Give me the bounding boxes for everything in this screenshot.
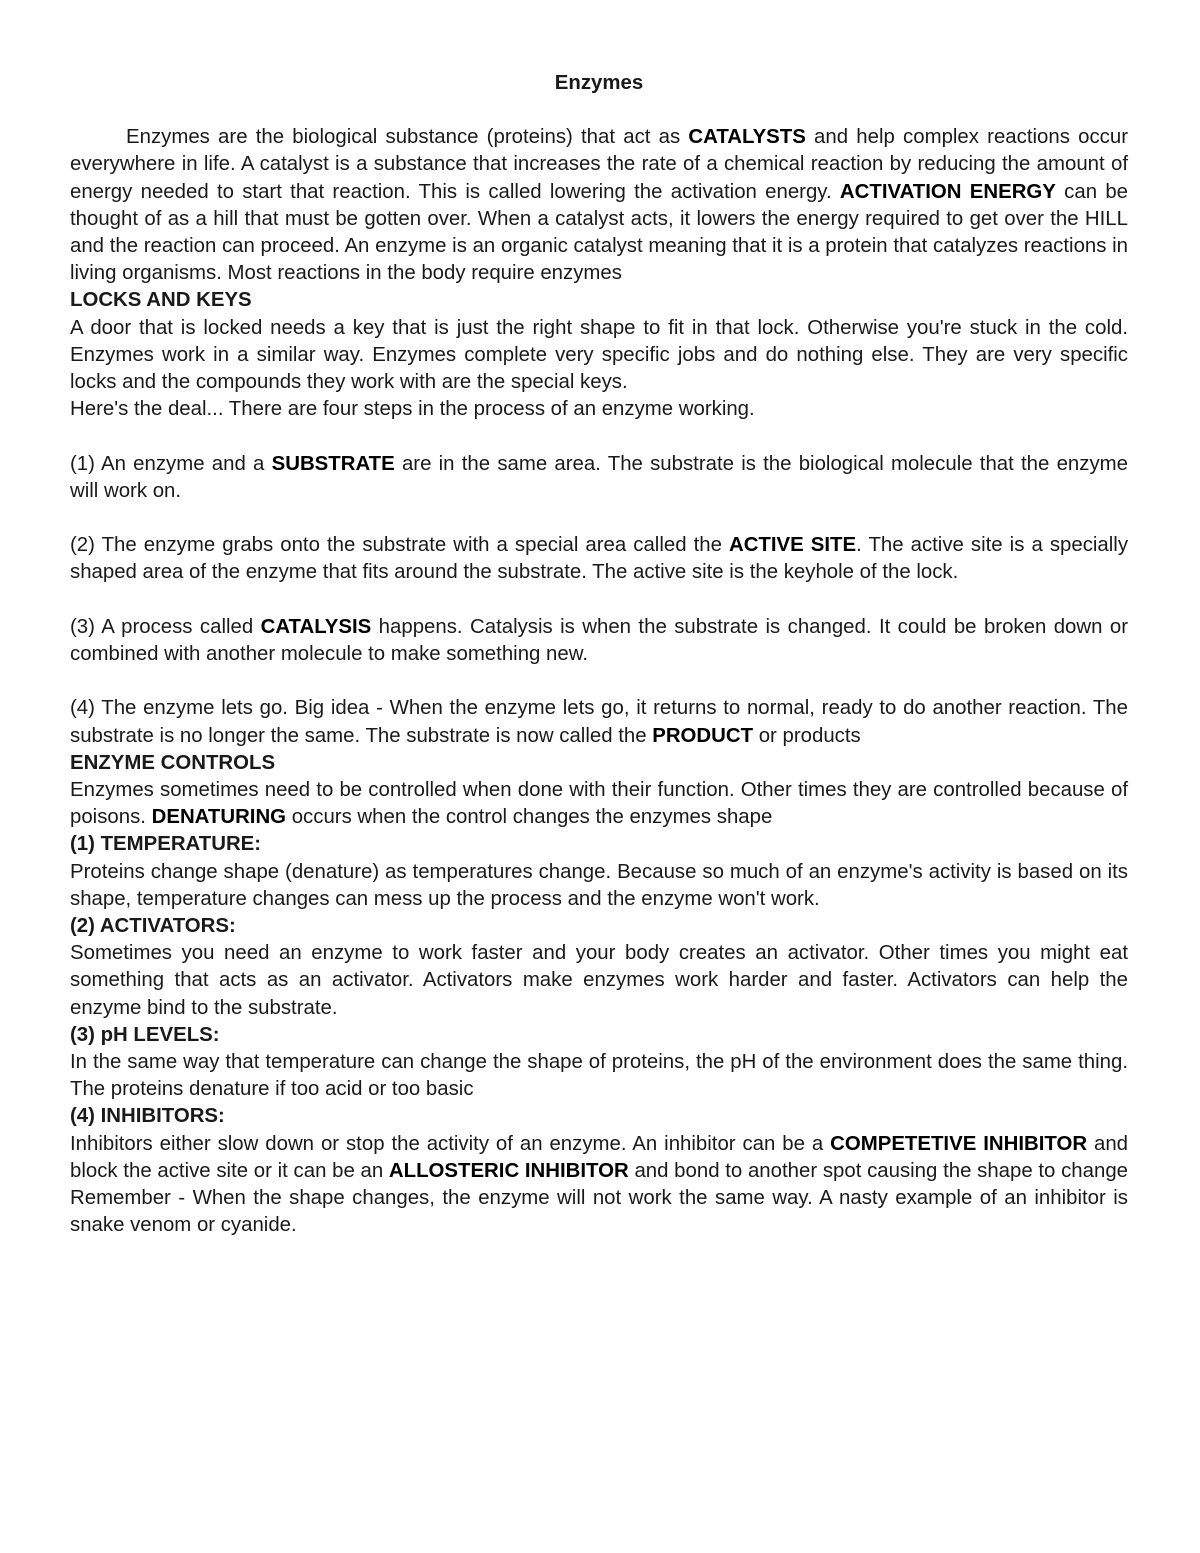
document-title: Enzymes (554, 72, 644, 94)
intro-text-3: can be thought of as a hill that must be gotten over. When a catalyst acts, it lowers the energy required to get over the HILL and the reaction can proceed. An enzyme is an organic catalyst meaning that it is a protein that catalyzes reactions in living organisms. Most reactions in the body require enzymes (70, 180, 1128, 285)
term-catalysis: CATALYSIS (260, 615, 372, 638)
term-competitive-inhibitor: COMPETETIVE INHIBITOR (830, 1132, 1088, 1155)
inhibitors-text-1: Inhibitors either slow down or stop the activity of an enzyme. An inhibitor can be a (70, 1132, 831, 1155)
term-substrate: SUBSTRATE (271, 452, 395, 475)
controls-text-2: occurs when the control changes the enzymes shape (286, 806, 773, 829)
temperature-paragraph: Proteins change shape (denature) as temperatures change. Because so much of an enzyme's activity is based on its shape, temperature changes can mess up the process and the enzyme won't work. (70, 860, 1128, 910)
step-1 (70, 451, 1128, 505)
term-product: PRODUCT (652, 724, 754, 747)
ph-heading: (3) pH LEVELS: (70, 1023, 220, 1046)
locks-heading: LOCKS AND KEYS (70, 289, 252, 312)
term-active-site: ACTIVE SITE (728, 534, 857, 557)
controls-paragraph (70, 777, 1128, 831)
activators-paragraph: Sometimes you need an enzyme to work faster and your body creates an activator. Other times you might eat something that acts as an activator. Activators make enzymes work harder and faster. Activators can help the enzyme bind to the substrate. (70, 942, 1128, 1019)
step-1-text-2: are in the same area. The substrate is the biological molecule that the enzyme will work on. (70, 452, 1128, 502)
ph-paragraph: In the same way that temperature can change the shape of proteins, the pH of the environment does the same thing. The proteins denature if too acid or too basic (70, 1051, 1128, 1101)
step-4 (70, 695, 1128, 749)
step-4-text-2: or products (753, 724, 861, 747)
intro-text-1: Enzymes are the biological substance (proteins) that act as (126, 126, 689, 149)
intro-text-2: and help complex reactions occur everywhere in life. A catalyst is a substance that increases the rate of a chemical reaction by reducing the amount of energy needed to start that reaction. This is called lowering the activation energy. (70, 126, 1128, 203)
step-3 (70, 614, 1128, 668)
inhibitors-paragraph (70, 1131, 1128, 1240)
inhibitors-heading: (4) INHIBITORS: (70, 1105, 225, 1128)
step-2-text-1: (2) The enzyme grabs onto the substrate with a special area called the (70, 534, 729, 557)
intro-paragraph (70, 124, 1128, 287)
step-2-text-2: . The active site is a specially shaped area of the enzyme that fits around the substrate. The active site is the keyhole of the lock. (70, 534, 1129, 584)
locks-paragraph: A door that is locked needs a key that is just the right shape to fit in that lock. Otherwise you're stuck in the cold. Enzymes work in a similar way. Enzymes complete very specific jobs and do nothing else. They are very specific locks and the compounds they work with are the special keys. (70, 316, 1128, 394)
step-3-text-2: happens. Catalysis is when the substrate is changed. It could be broken down or combined with another molecule to make something new. (70, 615, 1128, 666)
step-4-text-1: (4) The enzyme lets go. Big idea - When the enzyme lets go, it returns to normal, ready to do another reaction. The substrate is no longer the same. The substrate is now called the (70, 697, 1128, 747)
step-3-text-1: (3) A process called (70, 615, 261, 638)
controls-text-1: Enzymes sometimes need to be controlled when done with their function. Other times they are controlled because of poisons. (70, 779, 1128, 829)
inhibitors-text-2: and block the active site or it can be an (70, 1132, 1128, 1182)
controls-heading: ENZYME CONTROLS (70, 751, 276, 774)
step-2 (70, 532, 1128, 586)
activators-heading: (2) ACTIVATORS: (70, 915, 236, 938)
step-1-text-1: (1) An enzyme and a (70, 452, 272, 475)
document-page (70, 70, 1128, 1239)
term-catalysts: CATALYSTS (688, 126, 806, 149)
locks-steps-intro: Here's the deal... There are four steps in the process of an enzyme working. (70, 398, 755, 421)
temperature-heading: (1) TEMPERATURE: (70, 833, 262, 856)
inhibitors-text-3: and bond to another spot causing the shape to change Remember - When the shape changes, the enzyme will not work the same way. A nasty example of an inhibitor is snake venom or cyanide. (70, 1159, 1129, 1237)
term-denaturing: DENATURING (151, 806, 287, 829)
term-allosteric-inhibitor: ALLOSTERIC INHIBITOR (388, 1159, 629, 1182)
term-activation-energy: ACTIVATION ENERGY (839, 180, 1056, 203)
